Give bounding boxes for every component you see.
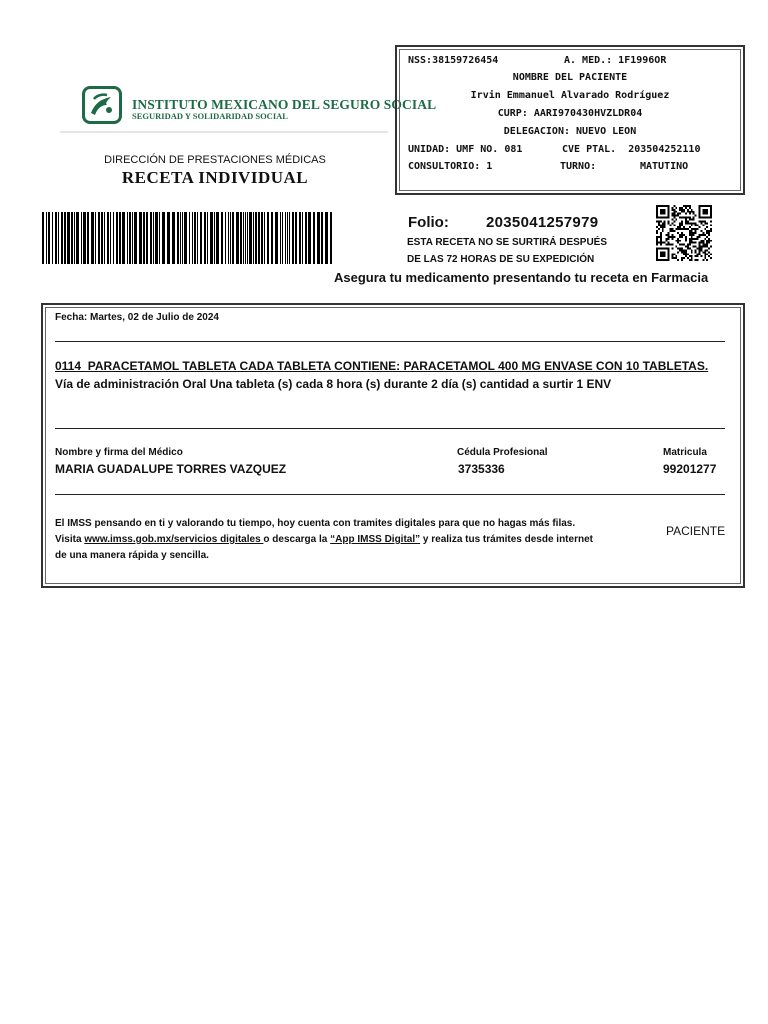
imss-eagle-icon xyxy=(82,86,122,124)
asegura-notice: Asegura tu medicamento presentando tu receta en Farmacia xyxy=(334,270,709,285)
consultorio: CONSULTORIO: 1 xyxy=(408,161,493,172)
doctor-name: MARIA GUADALUPE TORRES VAZQUEZ xyxy=(55,462,287,476)
direccion-label: DIRECCIÓN DE PRESTACIONES MÉDICAS xyxy=(104,154,326,166)
medication-instructions: Vía de administración Oral Una tableta (s) cada 8 hora (s) durante 2 día (s) cantidad a surtir 1 ENV xyxy=(55,377,612,391)
divider xyxy=(55,428,725,429)
folio-label: Folio: xyxy=(408,214,449,231)
divider xyxy=(55,494,725,495)
institution-tagline: SEGURIDAD Y SOLIDARIDAD SOCIAL xyxy=(132,111,288,121)
fecha: Fecha: Martes, 02 de Julio de 2024 xyxy=(55,312,219,323)
cve-ptal: CVE PTAL. 203504252110 xyxy=(562,144,701,155)
patient-name: Irvin Emmanuel Alvarado Rodríguez xyxy=(470,90,670,101)
curp: CURP: AARI970430HVZLDR04 xyxy=(497,108,643,119)
doctor-name-label: Nombre y firma del Médico xyxy=(55,447,183,458)
footer-line3: de una manera rápida y sencilla. xyxy=(55,550,209,561)
divider xyxy=(55,341,725,342)
matricula-value: 99201277 xyxy=(663,462,717,476)
cedula-value: 3735336 xyxy=(458,462,505,476)
imss-services-link[interactable]: www.imss.gob.mx/servicios digitales xyxy=(84,534,264,545)
matricula-label: Matricula xyxy=(663,447,707,458)
footer-line2 xyxy=(55,534,593,545)
cedula-label: Cédula Profesional xyxy=(457,447,548,458)
copy-label: PACIENTE xyxy=(666,524,726,538)
barcode-icon xyxy=(42,212,334,264)
medication-description: 0114 PARACETAMOL TABLETA CADA TABLETA CONTIENE: PARACETAMOL 400 MG ENVASE CON 10 TABLETAS. xyxy=(55,359,709,373)
footer-visita: Visita xyxy=(55,534,85,545)
turno: MATUTINO xyxy=(640,161,689,172)
turno-label: TURNO: xyxy=(560,161,597,172)
folio-number: 2035041257979 xyxy=(486,214,599,231)
patient-name-label: NOMBRE DEL PACIENTE xyxy=(512,72,628,83)
app-imss-digital-link[interactable]: “App IMSS Digital” xyxy=(330,534,421,545)
footer-descarga: o descarga la xyxy=(263,534,331,545)
a-med: A. MED.: 1F1996OR xyxy=(564,55,667,66)
expiry-warning-line1: ESTA RECETA NO SE SURTIRÁ DESPUÉS xyxy=(407,237,608,248)
footer-line1: El IMSS pensando en ti y valorando tu tiempo, hoy cuenta con tramites digitales para que no hagas más filas. xyxy=(55,518,576,529)
delegacion: DELEGACION: NUEVO LEON xyxy=(503,126,637,137)
logo-divider xyxy=(60,131,388,133)
qr-code-icon xyxy=(656,205,712,261)
footer-tramites: y realiza tus trámites desde internet xyxy=(420,534,593,545)
nss: NSS:38159726454 xyxy=(408,55,499,66)
unidad: UNIDAD: UMF NO. 081 xyxy=(408,144,523,155)
document-title: RECETA INDIVIDUAL xyxy=(121,168,309,187)
institution-name: INSTITUTO MEXICANO DEL SEGURO SOCIAL xyxy=(132,97,437,112)
expiry-warning-line2: DE LAS 72 HORAS DE SU EXPEDICIÓN xyxy=(407,254,595,265)
